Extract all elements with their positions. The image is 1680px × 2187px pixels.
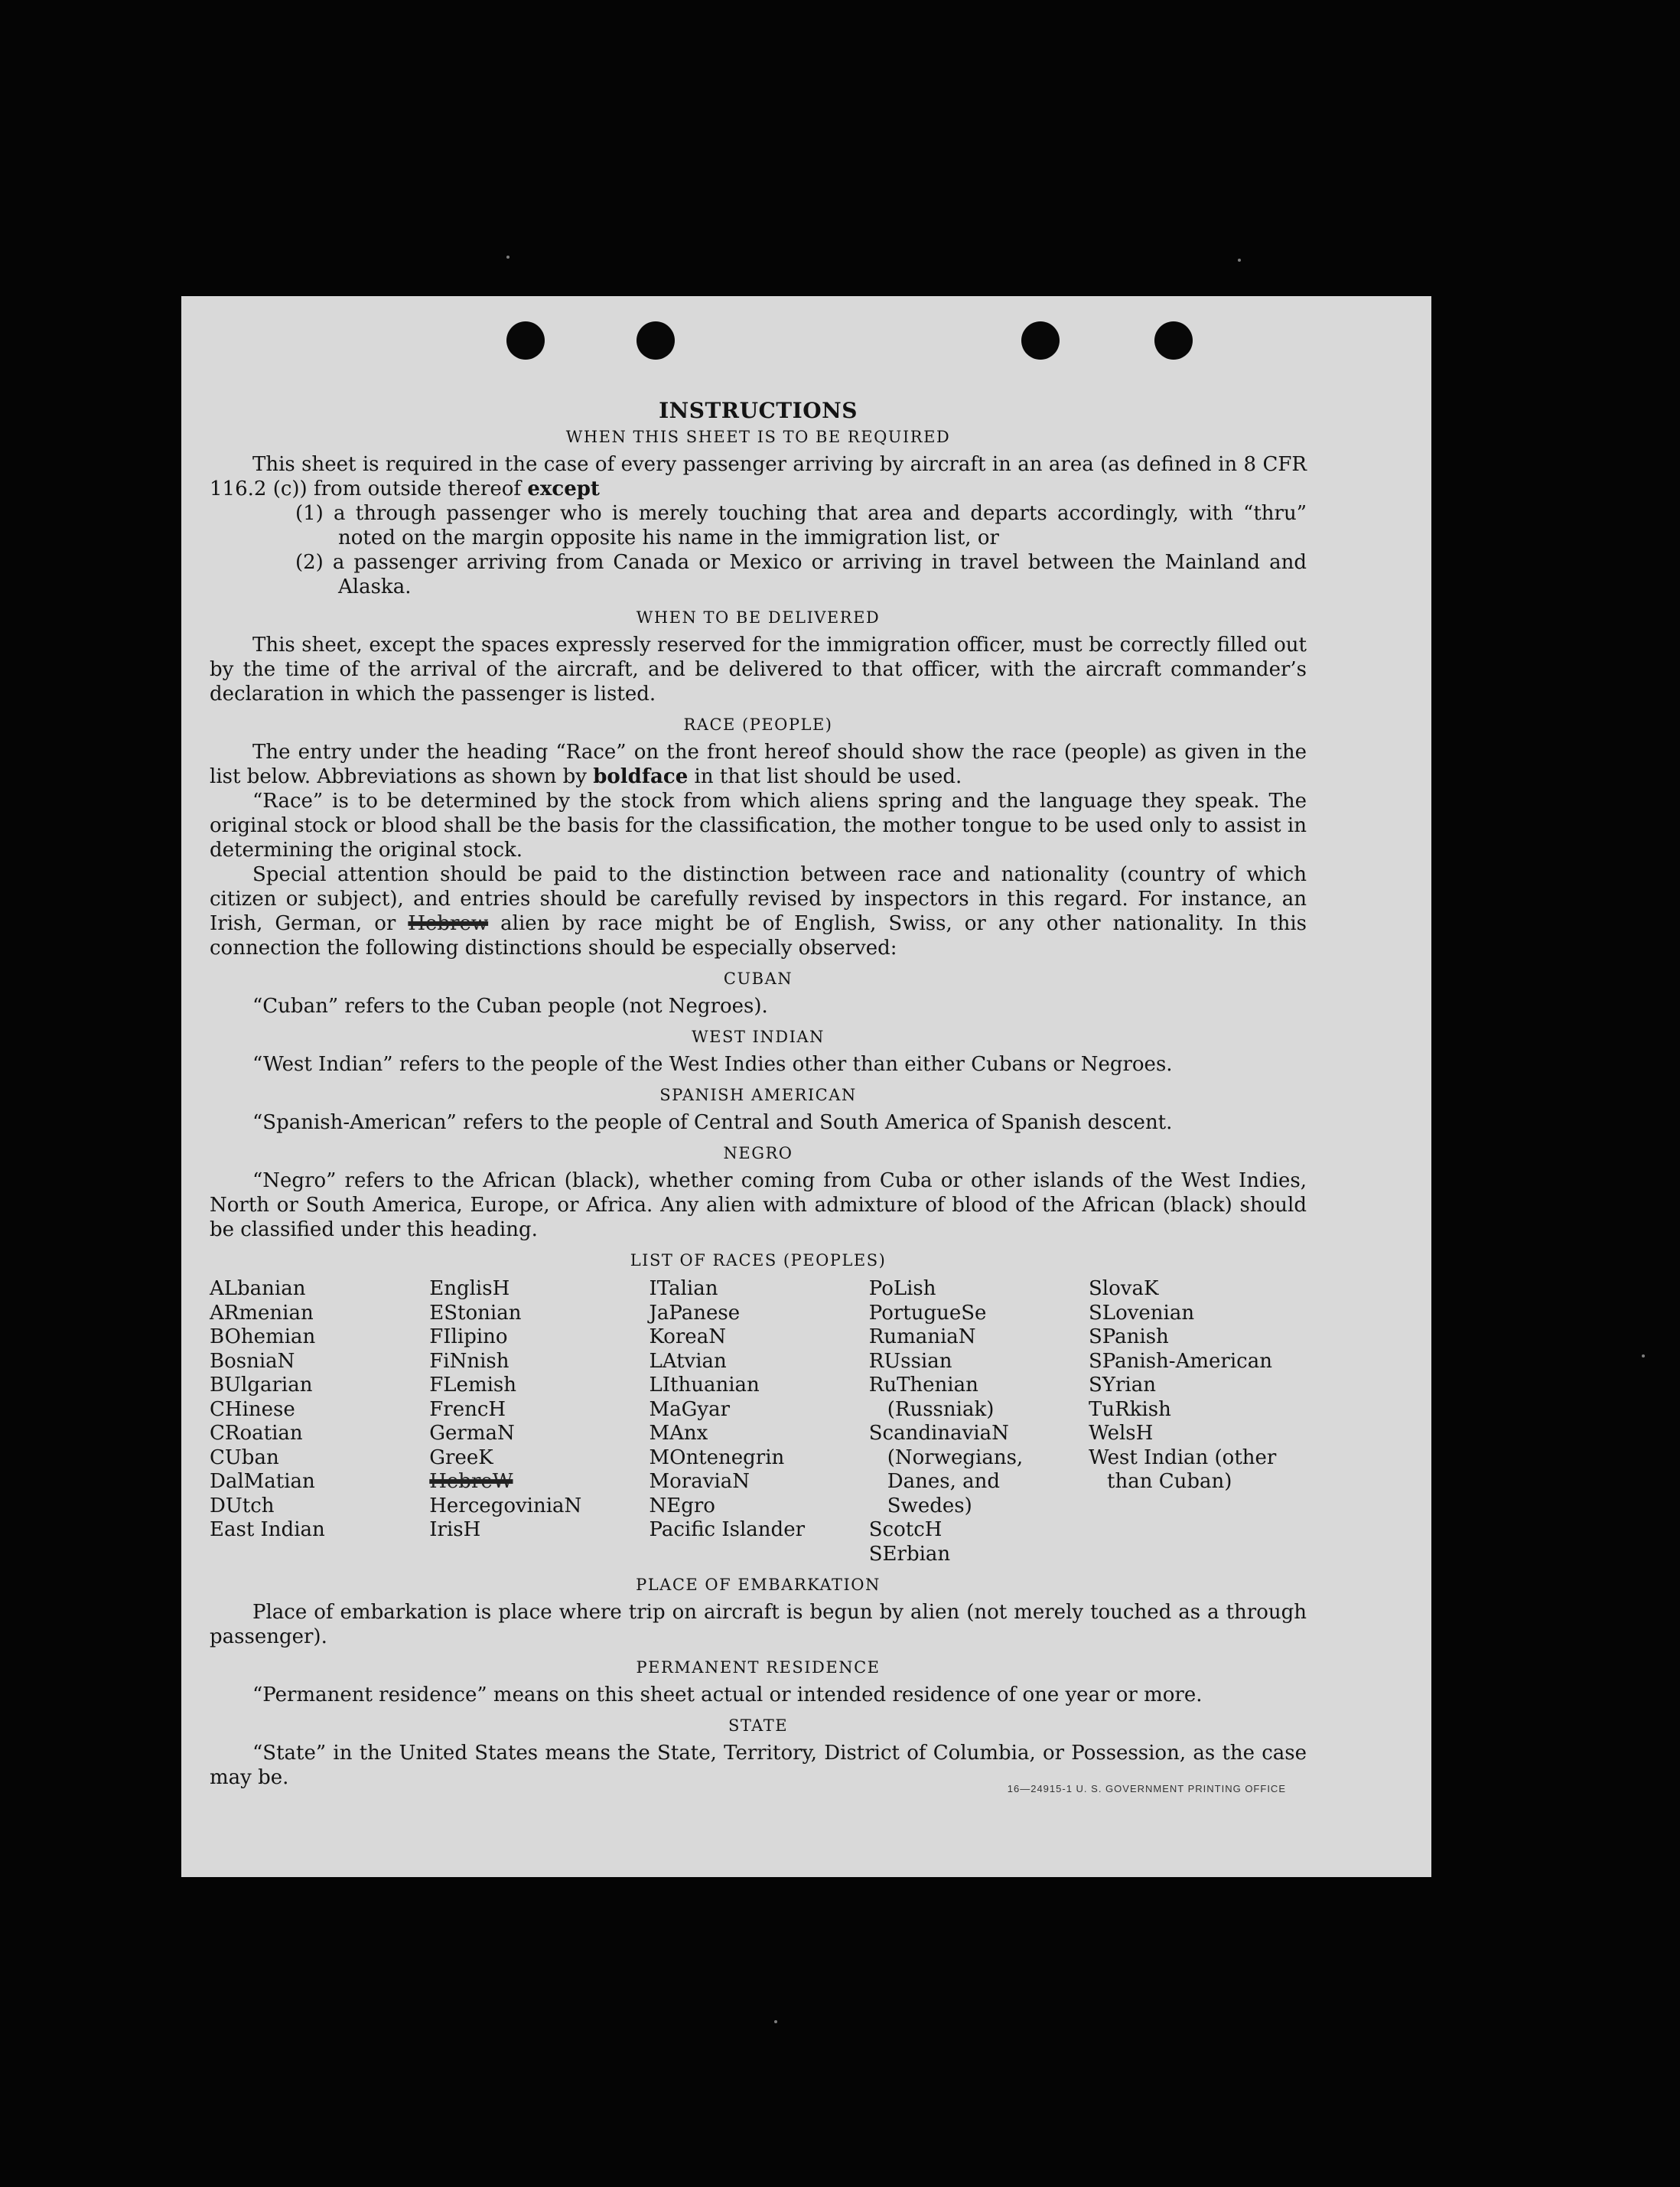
dust-speck: [1238, 259, 1241, 262]
race-paragraph-1: [210, 740, 1307, 789]
punch-hole: [637, 321, 675, 360]
race-entry: West Indian (other than Cuban): [1089, 1446, 1277, 1493]
race-p3-text-end: alien by race might be of English, Swiss, or any other nationality. In this connection the following distinctions should be especially observed:: [210, 912, 1307, 960]
punch-hole: [1154, 321, 1193, 360]
race-entry: ScandinaviaN (Norwegians, Danes, and Swedes): [868, 1422, 1024, 1517]
race-entry: ARmenian: [210, 1301, 314, 1325]
race-list: [210, 1277, 1307, 1566]
race-entry: MOntenegrin: [649, 1446, 785, 1469]
required-item-2: (2) a passenger arriving from Canada or Mexico or arriving in travel between the Mainland and Alaska.: [295, 551, 1307, 598]
section-heading-embarkation: PLACE OF EMBARKATION: [636, 1576, 881, 1594]
section-heading-residence: PERMANENT RESIDENCE: [636, 1658, 881, 1677]
race-entry: ScotcH: [868, 1518, 943, 1541]
race-entry: FIlipino: [429, 1325, 508, 1348]
race-entry: NEgro: [649, 1494, 715, 1517]
embarkation-text: Place of embarkation is place where trip on aircraft is begun by alien (not merely touched as a through passenger).: [210, 1601, 1307, 1648]
race-entry: PortugueSe: [868, 1301, 987, 1325]
spanish-american-text: “Spanish-American” refers to the people of Central and South America of Spanish descent.: [252, 1111, 1173, 1134]
race-entry: SYrian: [1089, 1374, 1156, 1397]
race-entry: SErbian: [868, 1542, 951, 1566]
race-entry: TuRkish: [1089, 1397, 1171, 1421]
dust-speck: [1642, 1354, 1645, 1358]
race-entry: JaPanese: [649, 1301, 741, 1325]
form-sheet: [181, 296, 1431, 1877]
dust-speck: [506, 256, 510, 259]
race-column: [869, 1277, 1087, 1566]
race-entry: FrencH: [429, 1397, 506, 1421]
section-heading-state: STATE: [728, 1716, 789, 1735]
race-column: [650, 1277, 868, 1566]
negro-text: “Negro” refers to the African (black), whether coming from Cuba or other islands of the West Indies, North or South America, Europe, or Africa. Any alien with admixture of blood of the African (black) should be classified under this heading.: [210, 1169, 1307, 1241]
printing-office-code: 16—24915-1 U. S. GOVERNMENT PRINTING OFFICE: [1007, 1783, 1286, 1794]
race-p1-text: The entry under the heading “Race” on the front hereof should show the race (people) as given in the list below. Abbreviations as shown by: [210, 741, 1307, 788]
section-heading-race: RACE (PEOPLE): [683, 715, 833, 734]
race-entry: LAtvian: [649, 1349, 727, 1373]
section-heading-west-indian: WEST INDIAN: [692, 1028, 825, 1046]
required-intro-text: This sheet is required in the case of every passenger arriving by aircraft in an area (as defined in 8 CFR 116.2 (c)) from outside thereof: [210, 453, 1307, 500]
struck-word: Hebrew: [408, 912, 489, 935]
race-entry: DUtch: [210, 1494, 275, 1517]
race-entry: WelsH: [1089, 1422, 1154, 1445]
race-paragraph-2: “Race” is to be determined by the stock from which aliens spring and the language they speak. The original stock or blood shall be the basis for the classification, the mother tongue to be used only to assist in determining the original stock.: [210, 790, 1307, 862]
race-entry: DalMatian: [210, 1470, 315, 1493]
race-column: [210, 1277, 428, 1566]
section-heading-negro: NEGRO: [723, 1144, 793, 1162]
section-heading-spanish-american: SPANISH AMERICAN: [659, 1086, 857, 1104]
race-entry: FiNnish: [429, 1349, 510, 1373]
instructions-content: [210, 396, 1307, 1790]
race-p3-text: Special attention should be paid to the distinction between race and nationality (country of which citizen or subject), and entries should be carefully revised by inspectors in this regard. For instance, an Irish, German, or: [210, 863, 1307, 935]
race-entry: ITalian: [649, 1277, 718, 1300]
race-entry: CHinese: [210, 1397, 295, 1421]
required-intro: [210, 452, 1307, 501]
race-entry: BUlgarian: [210, 1374, 313, 1397]
race-entry: RumaniaN: [868, 1325, 976, 1348]
page-title: INSTRUCTIONS: [659, 398, 858, 423]
race-column: [429, 1277, 647, 1566]
residence-text: “Permanent residence” means on this sheet actual or intended residence of one year or more.: [252, 1683, 1203, 1706]
section-heading-required: WHEN THIS SHEET IS TO BE REQUIRED: [565, 428, 951, 446]
cuban-text: “Cuban” refers to the Cuban people (not Negroes).: [252, 995, 768, 1018]
race-entry: EnglisH: [429, 1277, 510, 1300]
race-entry: BOhemian: [210, 1325, 316, 1348]
race-entry: HercegoviniaN: [429, 1494, 582, 1517]
race-entry: SPanish: [1089, 1325, 1169, 1348]
required-item-1: (1) a through passenger who is merely touching that area and departs accordingly, with “thru” noted on the margin opposite his name in the immigration list, or: [295, 502, 1307, 549]
dust-speck: [774, 2020, 777, 2023]
race-entry: ALbanian: [210, 1277, 306, 1300]
race-entry: IrisH: [429, 1518, 481, 1541]
race-entry: CUban: [210, 1446, 279, 1469]
race-entry: SLovenian: [1089, 1301, 1195, 1325]
race-p1-bold: boldface: [593, 765, 689, 788]
west-indian-text: “West Indian” refers to the people of the West Indies other than either Cubans or Negroes.: [252, 1053, 1173, 1076]
race-entry: East Indian: [210, 1518, 325, 1541]
delivered-text: This sheet, except the spaces expressly reserved for the immigration officer, must be correctly filled out by the time of the arrival of the aircraft, and be delivered to that officer, with the aircraft commander’s declaration in which the passenger is listed.: [210, 634, 1307, 706]
section-heading-cuban: CUBAN: [723, 970, 793, 988]
required-intro-bold: except: [527, 477, 600, 500]
race-entry: RUssian: [868, 1349, 952, 1373]
state-text: “State” in the United States means the State, Territory, District of Columbia, or Possession, as the case may be.: [210, 1742, 1307, 1789]
race-entry: HebreW: [429, 1470, 513, 1493]
race-entry: KoreaN: [649, 1325, 726, 1348]
punch-hole: [1021, 321, 1060, 360]
race-entry: CRoatian: [210, 1422, 303, 1445]
race-entry: GermaN: [429, 1422, 515, 1445]
race-entry: Pacific Islander: [649, 1518, 806, 1541]
race-entry: MaGyar: [649, 1397, 731, 1421]
race-paragraph-3: [210, 862, 1307, 960]
race-column: [1089, 1277, 1307, 1566]
section-heading-race-list: LIST OF RACES (PEOPLES): [630, 1251, 887, 1270]
race-entry: GreeK: [429, 1446, 493, 1469]
race-entry: SPanish-American: [1089, 1349, 1272, 1373]
section-heading-delivered: WHEN TO BE DELIVERED: [636, 608, 881, 627]
race-entry: LIthuanian: [649, 1374, 760, 1397]
race-entry: MAnx: [649, 1422, 708, 1445]
race-entry: BosniaN: [210, 1349, 295, 1373]
punch-hole: [506, 321, 545, 360]
race-entry: FLemish: [429, 1374, 516, 1397]
race-entry: PoLish: [868, 1277, 936, 1300]
race-entry: SlovaK: [1089, 1277, 1159, 1300]
race-entry: EStonian: [429, 1301, 522, 1325]
race-entry: RuThenian (Russniak): [868, 1374, 995, 1421]
race-p1-text-end: in that list should be used.: [694, 765, 962, 788]
race-entry: MoraviaN: [649, 1470, 750, 1493]
